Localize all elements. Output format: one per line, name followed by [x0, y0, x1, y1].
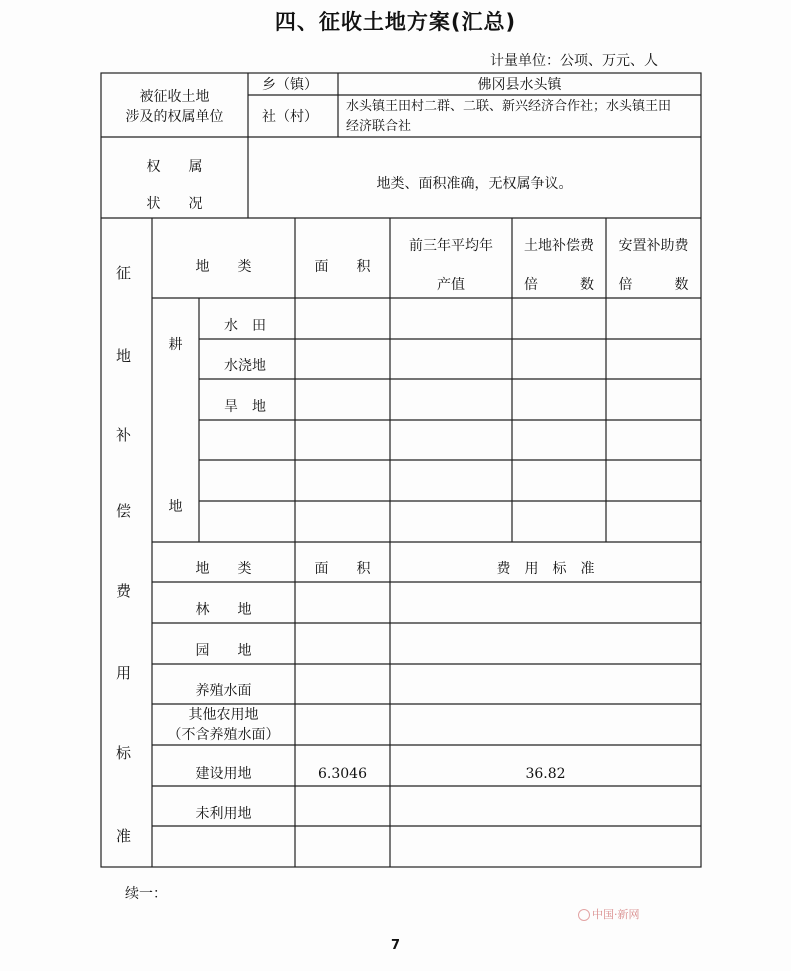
- watermark-icon: [578, 909, 590, 921]
- side-label-char: 标: [116, 744, 132, 762]
- other-row-type: 林 地: [195, 602, 252, 618]
- header-comp-line1: 土地补偿费: [524, 238, 594, 254]
- ownership-label-line2: 涉及的权属单位: [125, 109, 224, 125]
- other-row-type: 建设用地: [195, 766, 252, 782]
- township-label: 乡（镇）: [262, 77, 318, 93]
- header-output-line2: 产值: [437, 277, 465, 293]
- other-row-type: 园 地: [195, 643, 252, 659]
- side-label-char: 地: [116, 347, 132, 365]
- side-label-char: 用: [116, 664, 132, 682]
- side-label-char: 补: [116, 426, 132, 444]
- side-label-char: 费: [116, 582, 132, 600]
- ownership-label-line1: 被征收土地: [139, 89, 210, 105]
- watermark-text: 中国·新网: [592, 908, 640, 921]
- rights-value: 地类、面积准确，无权属争议。: [376, 176, 573, 192]
- cultivated-row-label: 水 田: [224, 318, 266, 334]
- other-row-standard: 36.82: [525, 766, 566, 782]
- village-value-line1: 水头镇王田村二群、二联、新兴经济合作社；水头镇王田: [346, 99, 672, 114]
- side-label-char: 准: [116, 827, 132, 845]
- cultivated-group-top: 耕: [168, 337, 183, 353]
- other-row-type-line2: （不含养殖水面）: [167, 727, 280, 743]
- page-title: 四、征收土地方案(汇总): [274, 10, 517, 34]
- unit-note: 计量单位：公项、万元、人: [490, 53, 658, 69]
- other-row-area: 6.3046: [318, 766, 367, 782]
- header-output-line1: 前三年平均年: [409, 238, 493, 254]
- cultivated-row-label: 水浇地: [224, 358, 266, 374]
- watermark: [578, 906, 640, 922]
- cultivated-group-bottom: 地: [168, 499, 183, 515]
- header-area: 面 积: [314, 259, 371, 275]
- header2-land-type: 地 类: [195, 561, 252, 577]
- rights-label-line1: 权 属: [146, 159, 203, 175]
- header-land-type: 地 类: [195, 259, 252, 275]
- header-resettle-line1: 安置补助费: [618, 238, 689, 254]
- village-label: 社（村）: [262, 109, 318, 125]
- other-row-type: 养殖水面: [195, 683, 252, 699]
- header-comp-line2: 倍 数: [524, 277, 594, 293]
- other-row-type-line1: 其他农用地: [188, 707, 259, 723]
- rights-label-line2: 状 况: [146, 196, 203, 212]
- township-value: 佛冈县水头镇: [477, 77, 562, 93]
- village-value-line2: 经济联合社: [346, 119, 412, 134]
- cultivated-row-label: 旱 地: [224, 399, 266, 415]
- header2-area: 面 积: [314, 561, 371, 577]
- side-label-char: 征: [116, 264, 132, 282]
- side-label-char: 偿: [116, 502, 132, 520]
- page-number: 7: [390, 938, 401, 953]
- header2-standard: 费 用 标 准: [496, 561, 595, 577]
- continued-label: 续一：: [125, 886, 167, 902]
- other-row-type: 未利用地: [195, 806, 252, 822]
- header-resettle-line2: 倍 数: [618, 277, 689, 293]
